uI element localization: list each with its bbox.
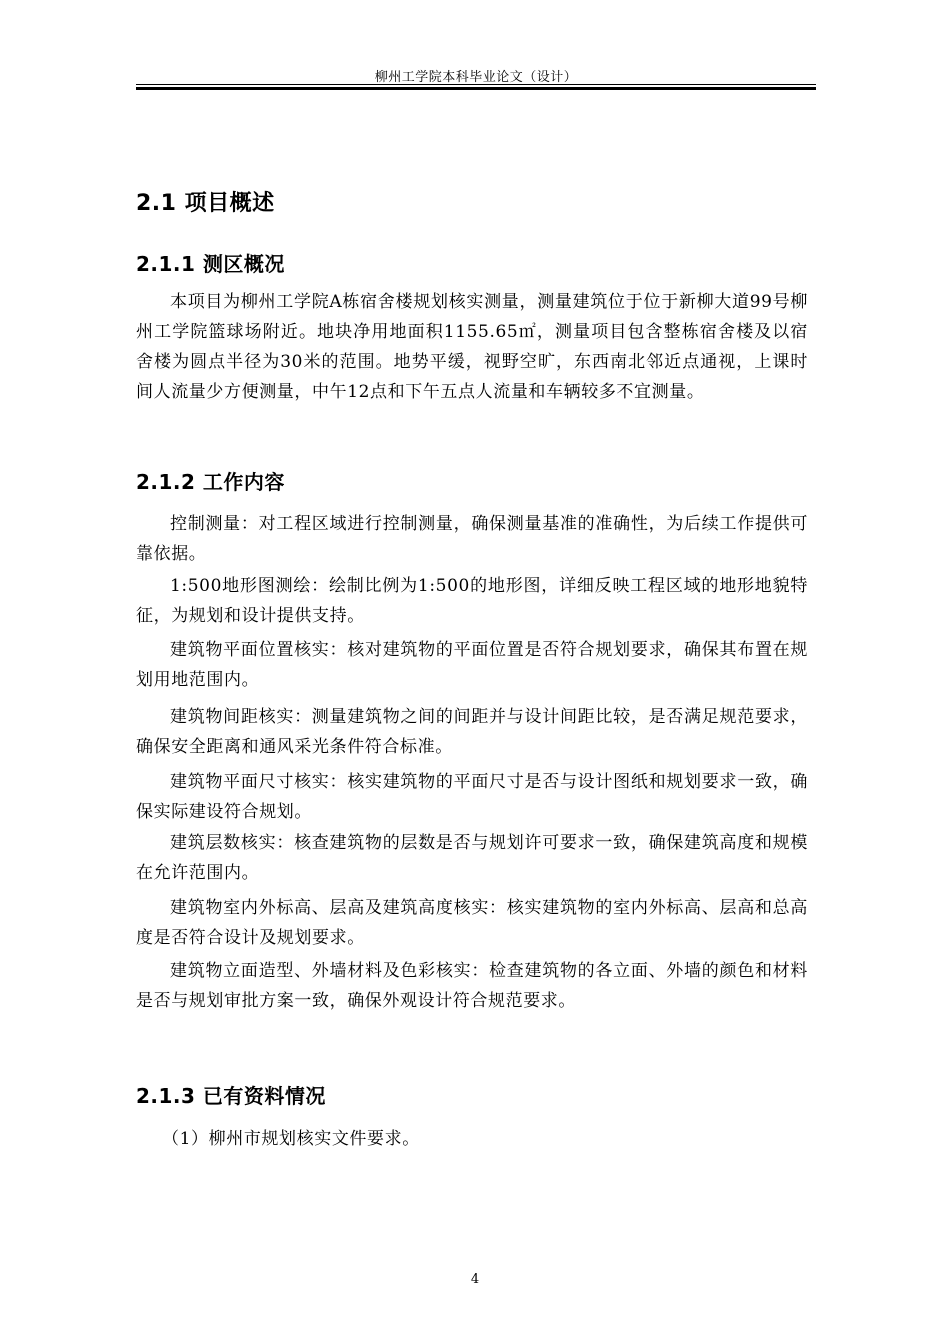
paragraph-floor-count-check: 建筑层数核实：核查建筑物的层数是否与规划许可要求一致，确保建筑高度和规模在允许范围内。 (136, 833, 808, 883)
running-header: 柳州工学院本科毕业论文（设计） (374, 70, 578, 85)
paragraph-plan-size-check: 建筑物平面尺寸核实：核实建筑物的平面尺寸是否与设计图纸和规划要求一致，确保实际建设符合规划。 (136, 772, 808, 822)
paragraph-control-survey: 控制测量：对工程区域进行控制测量，确保测量基准的准确性，为后续工作提供可靠依据。 (136, 514, 808, 564)
subsection-title-survey-area: 2.1.1 测区概况 (136, 252, 285, 276)
paragraph-facade-check: 建筑物立面造型、外墙材料及色彩核实：检查建筑物的各立面、外墙的颜色和材料是否与规划审批方案一致，确保外观设计符合规范要求。 (136, 961, 808, 1011)
paragraph-elevation-check: 建筑物室内外标高、层高及建筑高度核实：核实建筑物的室内外标高、层高和总高度是否符合设计及规划要求。 (136, 898, 808, 948)
page-number: 4 (470, 1272, 480, 1287)
paragraph-topographic-mapping: 1:500地形图测绘：绘制比例为1:500的地形图，详细反映工程区域的地形地貌特征，为规划和设计提供支持。 (136, 576, 808, 626)
subsection-title-existing-data: 2.1.3 已有资料情况 (136, 1084, 326, 1108)
paragraph-spacing-check: 建筑物间距核实：测量建筑物之间的间距并与设计间距比较，是否满足规范要求，确保安全距离和通风采光条件符合标准。 (136, 707, 808, 757)
paragraph-survey-area: 本项目为柳州工学院A栋宿舍楼规划核实测量，测量建筑位于位于新柳大道99号柳州工学院篮球场附近。地块净用地面积1155.65㎡，测量项目包含整栋宿舍楼及以宿舍楼为圆点半径为30米的范围。地势平缓，视野空旷，东西南北邻近点通视，上课时间人流量少方便测量，中午12点和下午五点人流量和车辆较多不宜测量。 (136, 292, 808, 402)
section-title: 2.1 项目概述 (136, 191, 275, 216)
header-rule-thick (136, 87, 816, 90)
list-item: （1）柳州市规划核实文件要求。 (162, 1129, 420, 1149)
subsection-title-work-content: 2.1.2 工作内容 (136, 470, 285, 494)
paragraph-plan-position-check: 建筑物平面位置核实：核对建筑物的平面位置是否符合规划要求，确保其布置在规划用地范围内。 (136, 640, 808, 690)
header-rule (136, 84, 816, 85)
